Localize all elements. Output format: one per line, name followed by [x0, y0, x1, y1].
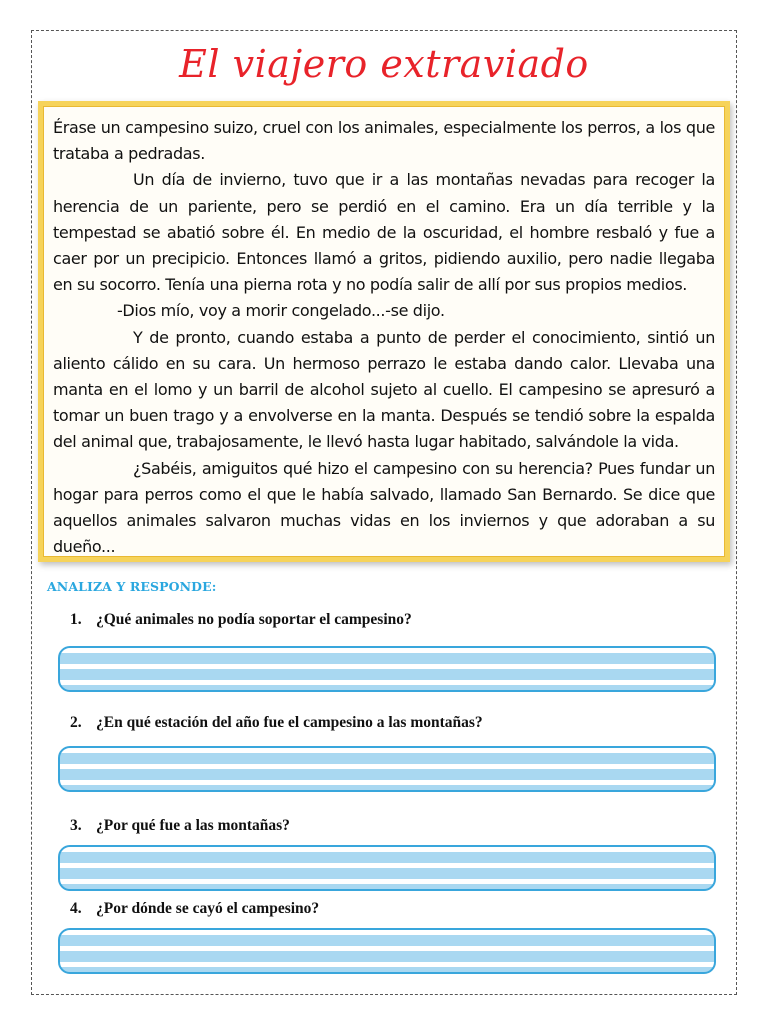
answer-field-1[interactable] — [58, 646, 716, 692]
question-3 — [70, 817, 290, 835]
story-paragraph: ¿Sabéis, amiguitos qué hizo el campesino con su herencia? Pues fundar un hogar para perros como el que le había salvado, llamado San Bernardo. Se dice que aquellos animales salvaron muchas vidas en los inviernos y que adoraban a su dueño... — [53, 458, 715, 557]
question-number: 3. — [70, 817, 82, 834]
question-4 — [70, 900, 319, 918]
question-1 — [70, 611, 412, 629]
answer-field-4[interactable] — [58, 928, 716, 974]
question-2 — [70, 714, 483, 732]
story-paragraph: -Dios mío, voy a morir congelado...-se dijo. — [117, 301, 445, 321]
story-box — [38, 101, 730, 562]
story-paragraph: Un día de invierno, tuvo que ir a las montañas nevadas para recoger la herencia de un pariente, pero se perdió en el camino. Era un día terrible y la tempestad se abatió sobre él. En medio de la oscuridad, el hombre resbaló y fue a caer por un precipicio. Entonces llamó a gritos, pidiendo auxilio, pero nadie llegaba en su socorro. Tenía una pierna rota y no podía salir de allí por sus propios medios. — [53, 170, 715, 295]
question-text: ¿En qué estación del año fue el campesino a las montañas? — [96, 714, 483, 731]
page-title: El viajero extraviado — [179, 42, 589, 86]
story-paragraph: Érase un campesino suizo, cruel con los animales, especialmente los perros, a los que trataba a pedradas. — [53, 118, 715, 164]
answer-field-2[interactable] — [58, 746, 716, 792]
question-number: 4. — [70, 900, 82, 917]
question-text: ¿Qué animales no podía soportar el campesino? — [96, 611, 412, 628]
answer-field-3[interactable] — [58, 845, 716, 891]
question-number: 1. — [70, 611, 82, 628]
question-number: 2. — [70, 714, 82, 731]
section-title: ANALIZA Y RESPONDE: — [47, 579, 217, 594]
story-paragraph: Y de pronto, cuando estaba a punto de perder el conocimiento, sintió un aliento cálido en su cara. Un hermoso perrazo le estaba dando calor. Llevaba una manta en el lomo y un barril de alcohol sujeto al cuello. El campesino se apresuró a tomar un buen trago y a envolverse en la manta. Después se tendió sobre la espalda del animal que, trabajosamente, le llevó hasta lugar habitado, salvándole la vida. — [53, 327, 715, 452]
question-text: ¿Por dónde se cayó el campesino? — [96, 900, 320, 917]
question-text: ¿Por qué fue a las montañas? — [96, 817, 290, 834]
